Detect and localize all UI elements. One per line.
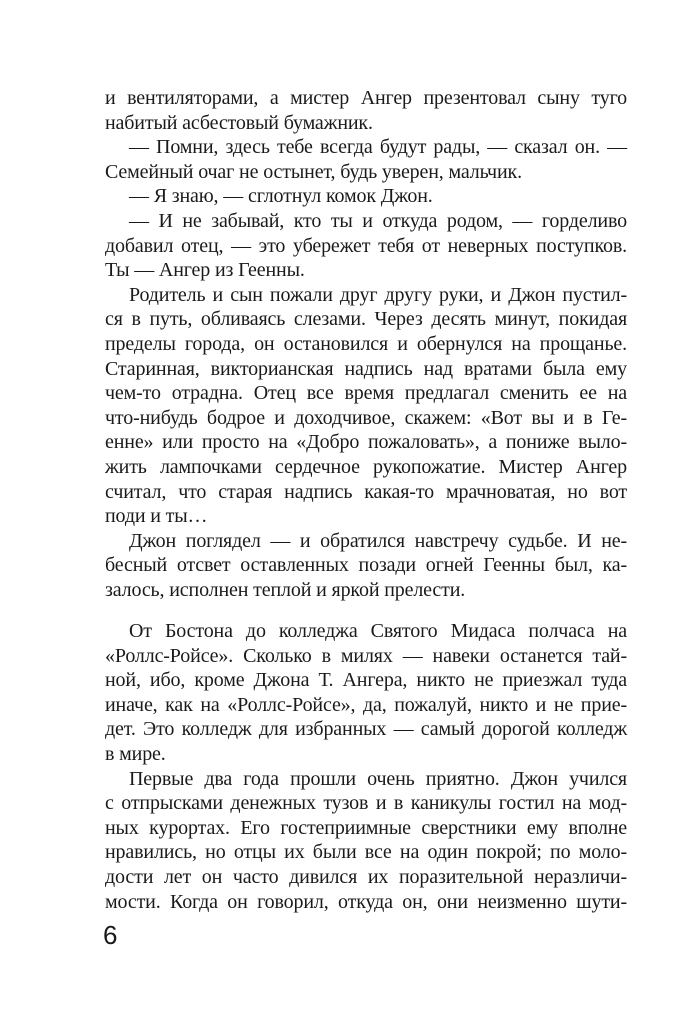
text-line: жить лампочками сердечное рукопожатие. Мистер Ангер	[105, 455, 627, 478]
text-line: дет. Это колледж для избранных — самый дорогой колледж	[105, 718, 627, 741]
text-line: Первые два года прошли очень приятно. Джон учился	[129, 767, 627, 790]
text-line: Семейный очаг не остынет, будь уверен, мальчик.	[105, 160, 522, 183]
text-line: иначе, как на «Роллс-Ройсе», да, пожалуй, никто и не прие-	[105, 693, 627, 716]
text-line: залось, исполнен теплой и яркой прелести.	[105, 578, 466, 601]
text-line: — Помни, здесь тебе всегда будут рады, — сказал он. —	[129, 136, 627, 159]
text-section-1	[105, 86, 627, 602]
text-line: мости. Когда он говорил, откуда он, они неизменно шути-	[105, 890, 627, 913]
text-line: добавил отец, — это убережет тебя от неверных поступков.	[105, 234, 627, 257]
text-line: Старинная, викторианская надпись над вратами была ему	[105, 357, 627, 380]
text-line: — Я знаю, — сглотнул комок Джон.	[129, 185, 433, 208]
text-line: «Роллс-Ройсе». Сколько в милях — навеки останется тай-	[105, 644, 627, 667]
text-line: енне» или просто на «Добро пожаловать», а пониже выло-	[105, 431, 627, 454]
text-line: ных курортах. Его гостеприимные сверстники ему вполне	[105, 816, 627, 839]
text-line: Джон поглядел — и обратился навстречу судьбе. И не-	[129, 529, 627, 552]
text-line: нравились, но отцы их были все на один покрой; по моло-	[105, 841, 627, 864]
text-line: — И не забывай, кто ты и откуда родом, — горделиво	[129, 209, 627, 232]
text-line: дости лет он часто дивился их поразительной неразличи-	[105, 865, 627, 888]
text-line: в мире.	[105, 742, 166, 765]
text-line: и вентиляторами, а мистер Ангер презентовал сыну туго	[105, 87, 627, 109]
text-line: Ты — Ангер из Геенны.	[105, 259, 305, 282]
text-line: считал, что старая надпись какая-то мрачноватая, но вот	[105, 480, 627, 503]
text-line: бесный отсвет оставленных позади огней Геенны был, ка-	[105, 554, 627, 577]
text-section-2	[105, 619, 627, 914]
text-line: набитый асбестовый бумажник.	[105, 111, 373, 134]
text-line: ся в путь, обливаясь слезами. Через десять минут, покидая	[105, 308, 627, 331]
page-number: 6	[103, 920, 118, 950]
text-line: с отпрысками денежных тузов и в каникулы гостил на мод-	[105, 792, 627, 815]
text-line: От Бостона до колледжа Святого Мидаса полчаса на	[129, 620, 627, 642]
text-line: поди и ты…	[105, 505, 208, 528]
text-line: ной, ибо, кроме Джона Т. Ангера, никто не приезжал туда	[105, 669, 627, 692]
text-line: что-нибудь бодрое и доходчивое, скажем: «Вот вы и в Ге-	[105, 406, 627, 429]
text-line: чем-то отрадна. Отец все время предлагал сменить ее на	[105, 382, 627, 405]
text-line: пределы города, он остановился и обернулся на прощанье.	[105, 332, 627, 355]
text-line: Родитель и сын пожали друг другу руки, и Джон пустил-	[129, 283, 627, 306]
